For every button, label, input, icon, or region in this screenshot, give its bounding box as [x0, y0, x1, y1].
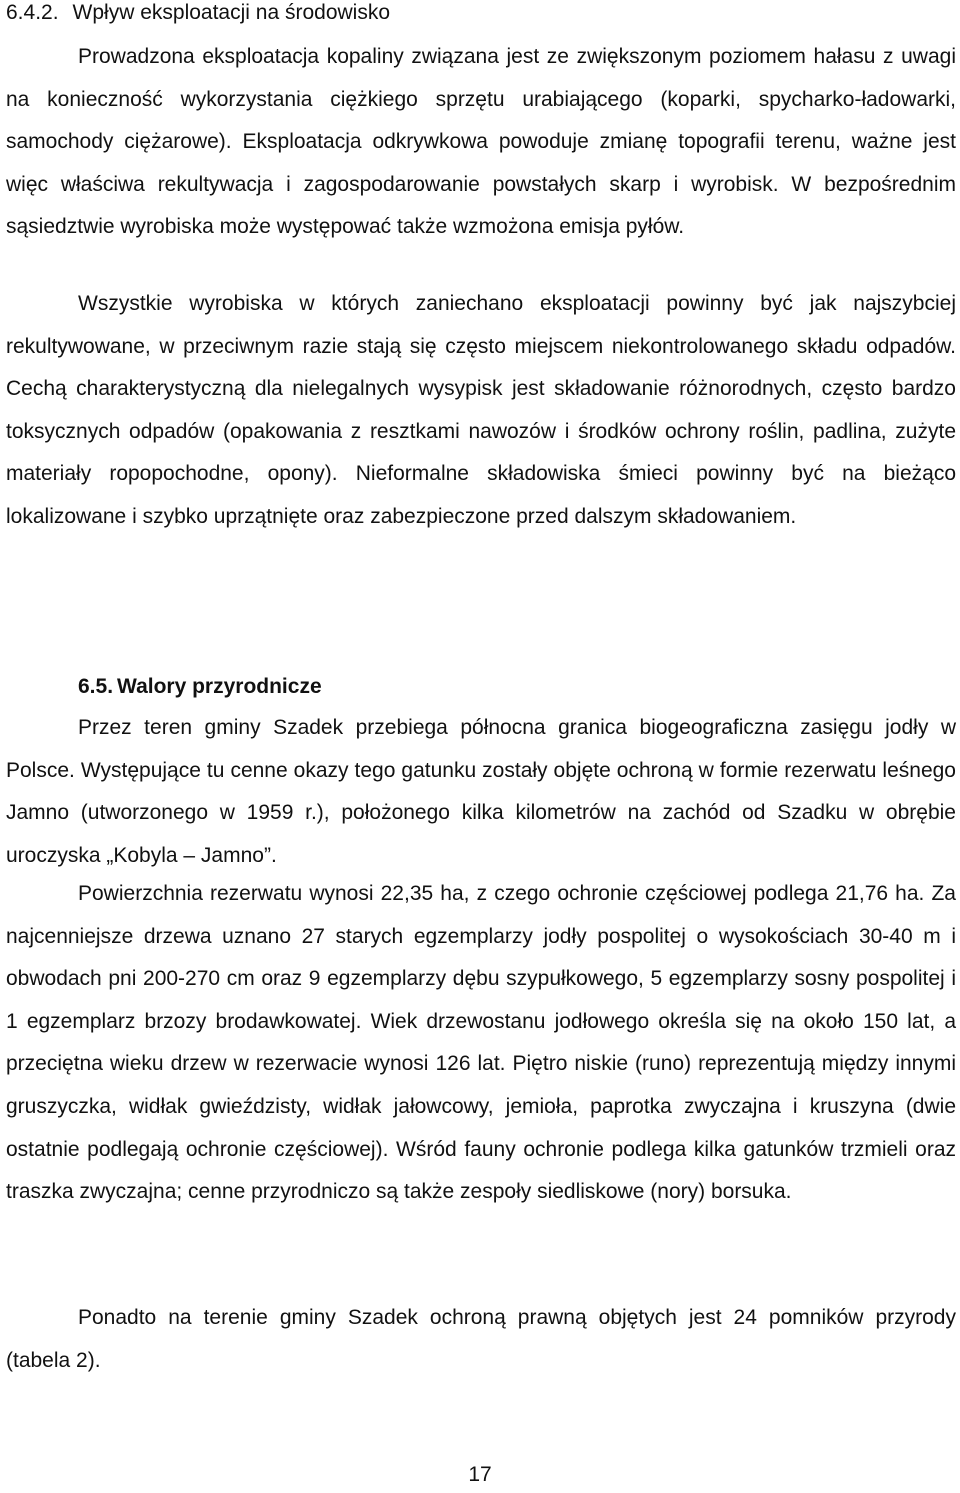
paragraph-noise-impact: Prowadzona eksploatacja kopaliny związana jest ze zwiększonym poziomem hałasu z uwagi na konieczność wykorzystania ciężkiego sprzętu urabiającego (koparki, spycharko-ładowarki, samochody ciężarowe). Eksploatacja odkrywkowa powoduje zmianę topografii terenu, ważne jest więc właściwa rekultywacja i zagospodarowanie powstałych skarp i wyrobisk. W bezpośrednim sąsiedztwie wyrobiska może występować także wzmożona emisja pyłów. — [6, 45, 956, 239]
paragraph-waste-sites: Wszystkie wyrobiska w których zaniechano eksploatacji powinny być jak najszybciej rekultywowane, w przeciwnym razie stają się często miejscem niekontrolowanego składu odpadów. Cechą charakterystyczną dla nielegalnych wysypisk jest składowanie różnorodnych, często bardzo toksycznych odpadów (opakowania z resztkami nawozów i środków ochrony roślin, padlina, zużyte materiały ropopochodne, opony). Nieformalne składowiska śmieci powinny być na bieżąco lokalizowane i szybko uprzątnięte oraz zabezpieczone przed dalszym składowaniem. — [6, 292, 956, 528]
paragraph-reserve-area: Powierzchnia rezerwatu wynosi 22,35 ha, z czego ochronie częściowej podlega 21,76 ha. Za najcenniejsze drzewa uznano 27 starych egzemplarzy jodły pospolitej o wysokościach 30-40 m i obwodach pni 200-270 cm oraz 9 egzemplarzy dębu szypułkowego, 5 egzemplarzy sosny pospolitej i 1 egzemplarz brzozy brodawkowatej. Wiek drzewostanu jodłowego określa się na około 150 lat, a przeciętna wieku drzew w rezerwacie wynosi 126 lat. Piętro niskie (runo) reprezentują między innymi gruszyczka, widłak gwieździsty, widłak jałowcowy, jemioła, paprotka zwyczajna i kruszyna (dwie ostatnie podlegają ochronie częściowej). Wśród fauny ochronie podlega kilka gatunków trzmieli oraz traszka zwyczajna; cenne przyrodniczo są także zespoły siedliskowe (nory) borsuka. — [6, 882, 956, 1204]
section-number: 6.4.2. — [6, 1, 59, 24]
page-number: 17 — [468, 1463, 492, 1486]
section-number: 6.5. — [78, 675, 114, 698]
section-title: Walory przyrodnicze — [117, 675, 322, 698]
section-heading-6-4-2 — [6, 0, 390, 34]
section-title: Wpływ eksploatacji na środowisko — [72, 1, 391, 24]
paragraph-nature-monuments: Ponadto na terenie gminy Szadek ochroną prawną objętych jest 24 pomników przyrody (tabela 2). — [6, 1306, 956, 1372]
section-heading-6-5 — [78, 667, 322, 707]
paragraph-fir-boundary: Przez teren gminy Szadek przebiega północna granica biogeograficzna zasięgu jodły w Polsce. Występujące tu cenne okazy tego gatunku zostały objęte ochroną w formie rezerwatu leśnego Jamno (utworzonego w 1959 r.), położonego kilka kilometrów na zachód od Szadku w obrębie uroczyska „Kobyla – Jamno”. — [6, 716, 956, 867]
